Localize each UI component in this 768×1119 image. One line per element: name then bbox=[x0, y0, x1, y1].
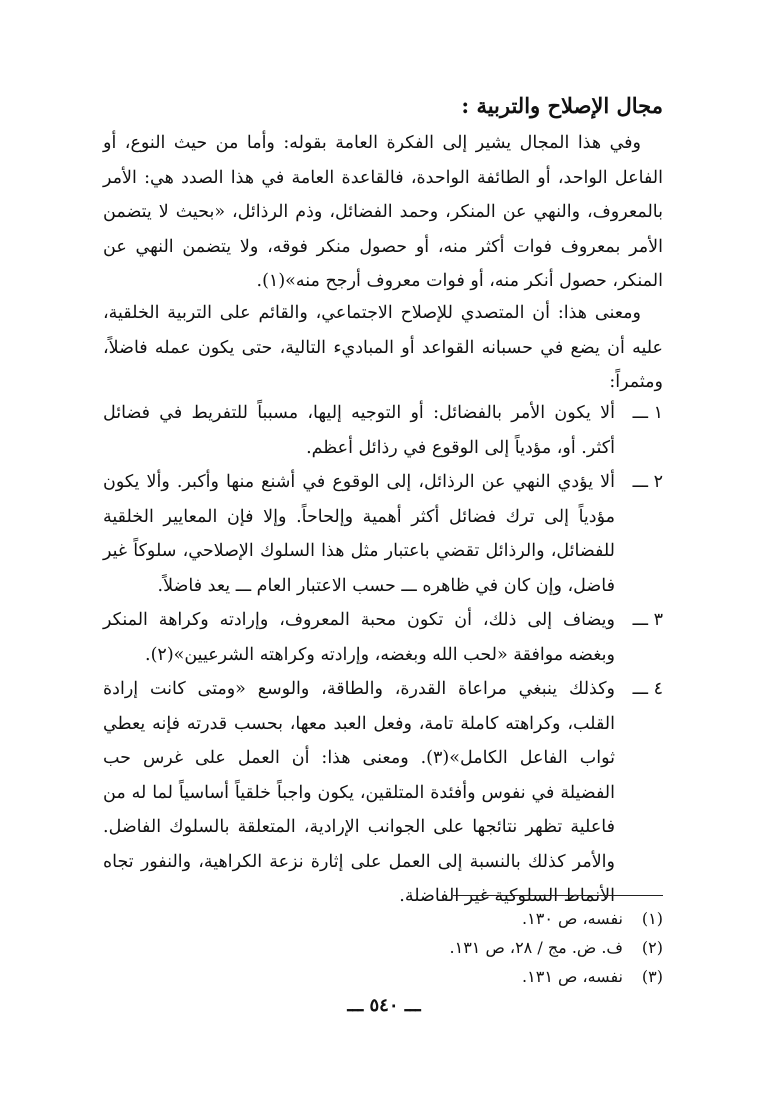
footnote-text: نفسه، ص ١٣٠. bbox=[522, 909, 623, 928]
list-item bbox=[103, 603, 663, 672]
footnote-text: ف. ض. مج / ٢٨، ص ١٣١. bbox=[449, 938, 623, 957]
footnote-number: (١) bbox=[641, 909, 663, 928]
list-item-number: ٣ ـــ bbox=[632, 610, 663, 630]
footnote bbox=[103, 962, 663, 991]
list-item bbox=[103, 396, 663, 465]
list-item-text: وكذلك ينبغي مراعاة القدرة، والطاقة، والوسع «ومتى كانت إرادة القلب، وكراهته كاملة تامة، وفعل العبد معها، بحسب قدرته فإنه يعطي ثواب الفاعل الكامل»(٣). ومعنى هذا: أن العمل على غرس حب الفضيلة في نفوس وأفئدة المتلقين، يكون واجباً خلقياً أساسياً لما له من فاعلية تظهر نتائجها على الجوانب الإرادية، المتعلقة بالسلوك الفاضل. والأمر كذلك بالنسبة إلى العمل على إثارة نزعة الكراهية، والنفور تجاه الأنماط السلوكية غير الفاضلة. bbox=[103, 679, 615, 906]
list-item-number: ٤ ـــ bbox=[632, 679, 663, 699]
list-item bbox=[103, 672, 663, 914]
list-item bbox=[103, 465, 663, 603]
principles-list bbox=[103, 396, 663, 914]
footnote-divider bbox=[453, 895, 663, 896]
footnote bbox=[103, 904, 663, 933]
section-heading: مجال الإصلاح والتربية : bbox=[461, 93, 663, 118]
list-item-number: ٢ ـــ bbox=[632, 472, 663, 492]
list-item-text: ويضاف إلى ذلك، أن تكون محبة المعروف، وإرادته وكراهة المنكر وبغضه موافقة «لحب الله وبغضه، وإرادته وكراهته الشرعيين»(٢). bbox=[103, 610, 615, 665]
footnotes-list bbox=[103, 904, 663, 991]
footnote bbox=[103, 933, 663, 962]
list-item-text: ألا يؤدي النهي عن الرذائل، إلى الوقوع في أشنع منها وأكبر. وألا يكون مؤدياً إلى ترك فضائل أكثر أهمية وإلحاحاً. وإلا فإن المعايير الخلقية للفضائل، والرذائل تقضي باعتبار مثل هذا السلوك الإصلاحي، سلوكاً غير فاضل، وإن كان في ظاهره ـــ حسب الاعتبار العام ـــ يعد فاضلاً. bbox=[103, 472, 615, 596]
paragraph-intro: وفي هذا المجال يشير إلى الفكرة العامة بقوله: وأما من حيث النوع، أو الفاعل الواحد، أو الطائفة الواحدة، فالقاعدة العامة في هذا الصدد هي: الأمر بالمعروف، والنهي عن المنكر، وحمد الفضائل، وذم الرذائل، «بحيث لا يتضمن الأمر بمعروف فوات أكثر منه، أو حصول منكر فوقه، ولا يتضمن النهي عن المنكر، حصول أنكر منه، أو فوات معروف أرجح منه»(١). bbox=[103, 133, 663, 291]
page-number: ـــ ٥٤٠ ـــ bbox=[347, 995, 421, 1016]
list-item-number: ١ ـــ bbox=[632, 403, 663, 423]
list-item-text: ألا يكون الأمر بالفضائل: أو التوجيه إليها، مسبباً للتفريط في فضائل أكثر. أو، مؤدياً إلى الوقوع في رذائل أعظم. bbox=[103, 403, 615, 458]
footnote-text: نفسه، ص ١٣١. bbox=[522, 967, 623, 986]
paragraph-meaning: ومعنى هذا: أن المتصدي للإصلاح الاجتماعي، والقائم على التربية الخلقية، عليه أن يضع في حسبانه القواعد أو المباديء التالية، حتى يكون عمله فاضلاً، ومثمراً: bbox=[103, 303, 663, 392]
footnote-number: (٢) bbox=[641, 938, 663, 957]
footnote-number: (٣) bbox=[641, 967, 663, 986]
